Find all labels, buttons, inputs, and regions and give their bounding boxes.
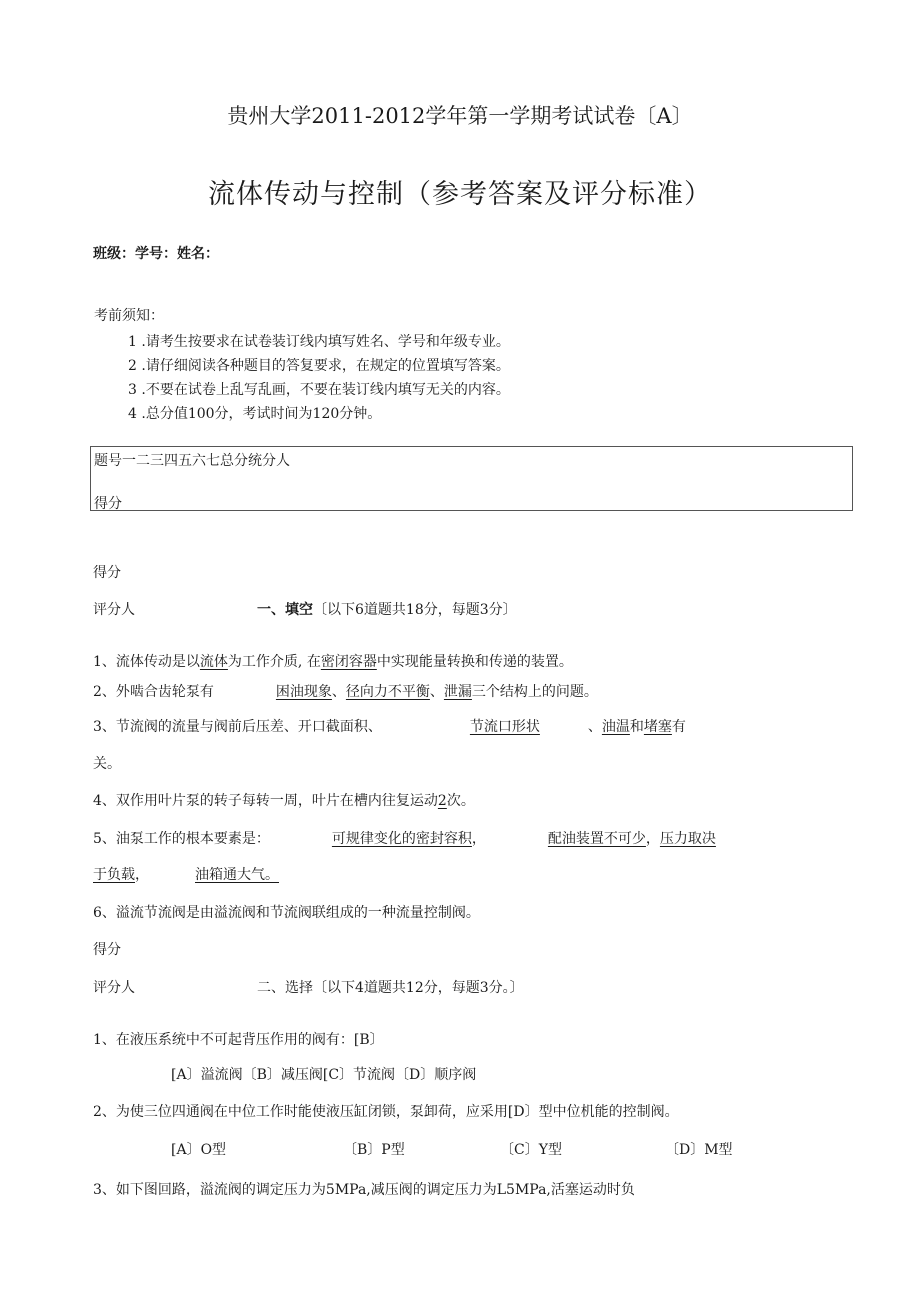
answer-blank: 2 — [437, 793, 447, 809]
question-text: 、 — [429, 684, 444, 700]
question-text: 次。 — [446, 793, 475, 809]
notice-item — [128, 379, 510, 399]
choice-question-2: 2、为使三位四通阀在中位工作时能使液压缸闭锁，泵卸荷，应采用[D〕型中位机能的控制阀。 — [93, 1104, 679, 1120]
choice-question-3: 3、如下图回路，溢流阀的调定压力为5MPa,减压阀的调定压力为L5MPa,活塞运动时负 — [93, 1182, 635, 1198]
notice-item-number: 1 — [128, 334, 137, 350]
notice-item-text: .总分值100分，考试时间为120分钟。 — [141, 406, 382, 422]
notice-item-text: .不要在试卷上乱写乱画，不要在装订线内填写无关的内容。 — [141, 382, 510, 398]
question-text: 、 — [587, 719, 602, 735]
notice-item-number: 2 — [128, 358, 137, 374]
fill-question-3 — [93, 716, 686, 736]
notice-item-text: .请仔细阅读各种题目的答复要求，在规定的位置填写答案。 — [141, 358, 510, 374]
fill-question-1 — [93, 651, 573, 671]
question-text: 、 — [331, 684, 346, 700]
fill-question-6: 6、溢流节流阀是由溢流阀和节流阀联组成的一种流量控制阀。 — [93, 905, 480, 921]
answer-blank: 配油装置不可少 — [547, 831, 646, 847]
answer-blank: 径向力不平衡 — [345, 684, 430, 700]
choice-option: 〔C〕Y型 — [500, 1142, 562, 1158]
answer-blank: 压力取决 — [659, 831, 716, 847]
answer-blank: 密闭容器 — [320, 654, 377, 670]
notice-item — [128, 331, 510, 351]
question-text: ， — [135, 867, 149, 883]
question-text: 1、流体传动是以 — [93, 654, 200, 670]
section1-title — [257, 599, 517, 619]
fill-question-2 — [93, 681, 598, 701]
notice-heading: 考前须知： — [94, 308, 164, 324]
choice-option: 〔D〕M型 — [665, 1142, 733, 1158]
fill-question-5 — [93, 828, 716, 848]
choice-question-1: 1、在液压系统中不可起背压作用的阀有：[B〕 — [93, 1032, 384, 1048]
score-table — [90, 446, 853, 511]
notice-item — [128, 355, 510, 375]
answer-blank: 流体 — [199, 654, 228, 670]
answer-blank: 困油现象 — [275, 684, 332, 700]
section1-title-rest: 〔以下6道题共18分，每题3分〕 — [313, 602, 517, 618]
section2-grader-label: 评分人 — [93, 980, 135, 996]
answer-blank: 油温 — [601, 719, 630, 735]
exam-title: 贵州大学2011-2012学年第一学期考试试卷〔A〕 — [227, 104, 693, 128]
score-table-score-row: 得分 — [94, 496, 122, 512]
question-text: 为工作介质, 在 — [227, 654, 321, 670]
question-text: 4、双作用叶片泵的转子每转一周，叶片在槽内往复运动 — [93, 793, 438, 809]
question-text: ， — [471, 831, 486, 847]
question-text: 2、外啮合齿轮泵有 — [93, 684, 214, 700]
answer-blank: 泄漏 — [443, 684, 472, 700]
notice-item-number: 4 — [128, 406, 137, 422]
notice-item — [128, 403, 381, 423]
choice-option: 〔B〕P型 — [343, 1142, 405, 1158]
score-table-header-row: 题号一二三四五六七总分统分人 — [94, 453, 290, 469]
question-text: 和 — [629, 719, 644, 735]
answer-blank: 油箱通大气。 — [195, 867, 279, 883]
answer-blank: 于负载 — [93, 867, 135, 883]
question-text: 3、节流阀的流量与阀前后压差、开口截面积、 — [93, 719, 382, 735]
student-info-fields: 班级：学号：姓名： — [93, 246, 219, 262]
notice-item-text: .请考生按要求在试卷装订线内填写姓名、学号和年级专业。 — [141, 334, 510, 350]
section1-score-label: 得分 — [93, 565, 121, 581]
answer-blank: 堵塞 — [643, 719, 672, 735]
section1-grader-label: 评分人 — [93, 602, 135, 618]
question-text: 三个结构上的问题。 — [471, 684, 598, 700]
answer-blank: 可规律变化的密封容积 — [331, 831, 472, 847]
question-text: 有 — [671, 719, 686, 735]
answer-blank: 节流口形状 — [469, 719, 540, 735]
question-text: 5、油泵工作的根本要素是： — [93, 831, 270, 847]
question-text: ， — [645, 831, 660, 847]
fill-question-3-continued: 关。 — [93, 756, 121, 772]
section2-title: 二、选择〔以下4道题共12分，每题3分。〕 — [257, 980, 524, 996]
choice-question-1-options: [A〕溢流阀〔B〕减压阀[C〕节流阀〔D〕顺序阀 — [171, 1067, 477, 1083]
fill-question-5-continued — [93, 864, 279, 884]
subject-title: 流体传动与控制（参考答案及评分标准） — [208, 179, 712, 210]
choice-option: [A〕O型 — [171, 1142, 227, 1158]
section2-score-label: 得分 — [93, 942, 121, 958]
notice-item-number: 3 — [128, 382, 137, 398]
question-text: 中实现能量转换和传递的装置。 — [376, 654, 573, 670]
fill-question-4 — [93, 790, 475, 810]
section1-title-bold: 一、填空 — [257, 602, 313, 618]
